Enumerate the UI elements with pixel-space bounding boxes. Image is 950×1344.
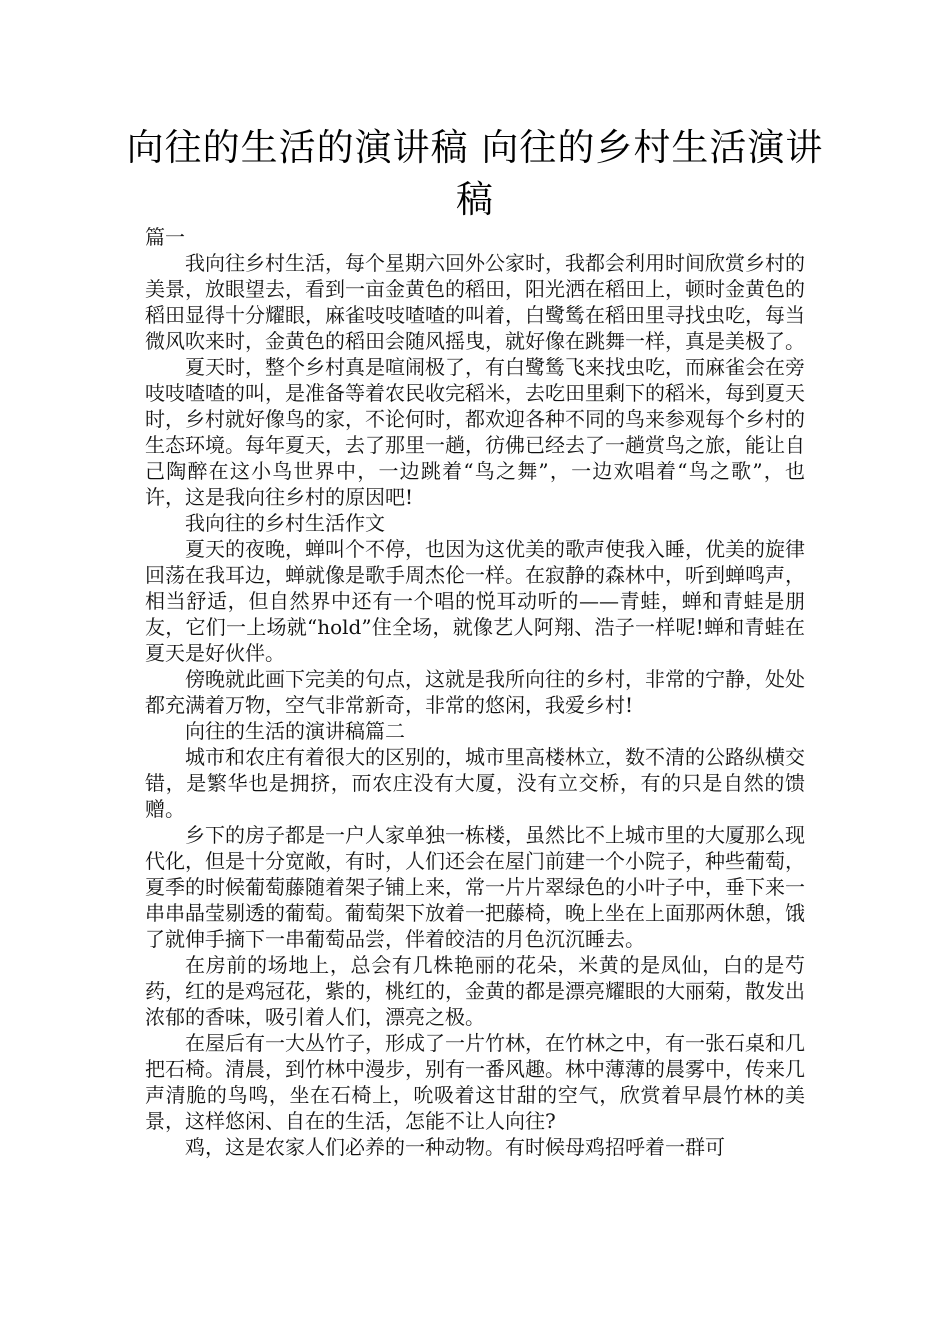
subheading: 向往的生活的演讲稿篇二 <box>185 719 405 743</box>
paragraph: 我向往乡村生活，每个星期六回外公家时，我都会利用时间欣赏乡村的美景，放眼望去，看到一亩金黄色的稻田，阳光洒在稻田上，顿时金黄色的稻田显得十分耀眼，麻雀吱吱喳喳的叫着，白鹭鸶在稻田里寻找虫吃，每当微风吹来时，金黄色的稻田会随风摇曳，就好像在跳舞一样，真是美极了。 <box>145 251 805 353</box>
paragraph: 夏天的夜晚，蝉叫个不停，也因为这优美的歌声使我入睡，优美的旋律回荡在我耳边，蝉就像是歌手周杰伦一样。在寂静的森林中，听到蝉鸣声，相当舒适，但自然界中还有一个唱的悦耳动听的——青蛙，蝉和青蛙是朋友，它们一上场就“hold”住全场，就像艺人阿翔、浩子一样呢!蝉和青蛙在夏天是好伙伴。 <box>145 537 805 665</box>
document-title: 向往的生活的演讲稿 向往的乡村生活演讲稿 <box>126 126 824 221</box>
paragraph: 乡下的房子都是一户人家单独一栋楼，虽然比不上城市里的大厦那么现代化，但是十分宽敞，有时，人们还会在屋门前建一个小院子，种些葡萄，夏季的时候葡萄藤随着架子铺上来，常一片片翠绿色的小叶子中，垂下来一串串晶莹剔透的葡萄。葡萄架下放着一把藤椅，晚上坐在上面那两休憩，饿了就伸手摘下一串葡萄品尝，伴着皎洁的月色沉沉睡去。 <box>145 823 805 951</box>
subheading: 我向往的乡村生活作文 <box>185 511 385 535</box>
paragraph: 傍晚就此画下完美的句点，这就是我所向往的乡村，非常的宁静，处处都充满着万物，空气非常新奇，非常的悠闲，我爱乡村! <box>145 667 805 717</box>
paragraph: 鸡，这是农家人们必养的一种动物。有时候母鸡招呼着一群可 <box>185 1135 725 1159</box>
section-heading: 篇一 <box>145 225 185 249</box>
paragraph: 在房前的场地上，总会有几株艳丽的花朵，米黄的是凤仙，白的是芍药，红的是鸡冠花，紫的，桃红的，金黄的都是漂亮耀眼的大丽菊，散发出浓郁的香味，吸引着人们，漂亮之极。 <box>145 953 805 1029</box>
document-body <box>145 224 805 1160</box>
paragraph: 在屋后有一大丛竹子，形成了一片竹林，在竹林之中，有一张石桌和几把石椅。清晨，到竹林中漫步，别有一番风趣。林中薄薄的晨雾中，传来几声清脆的鸟鸣，坐在石椅上，吮吸着这甘甜的空气，欣赏着早晨竹林的美景，这样悠闲、自在的生活，怎能不让人向往? <box>145 1031 805 1133</box>
paragraph: 夏天时，整个乡村真是喧闹极了，有白鹭鸶飞来找虫吃，而麻雀会在旁吱吱喳喳的叫，是准备等着农民收完稻米，去吃田里剩下的稻米，每到夏天时，乡村就好像鸟的家，不论何时，都欢迎各种不同的鸟来参观每个乡村的生态环境。每年夏天，去了那里一趟，彷佛已经去了一趟赏鸟之旅，能让自己陶醉在这小鸟世界中，一边跳着“鸟之舞”，一边欢唱着“鸟之歌”，也许，这是我向往乡村的原因吧! <box>145 355 805 509</box>
paragraph: 城市和农庄有着很大的区别的，城市里高楼林立，数不清的公路纵横交错，是繁华也是拥挤，而农庄没有大厦，没有立交桥，有的只是自然的馈赠。 <box>145 745 805 821</box>
